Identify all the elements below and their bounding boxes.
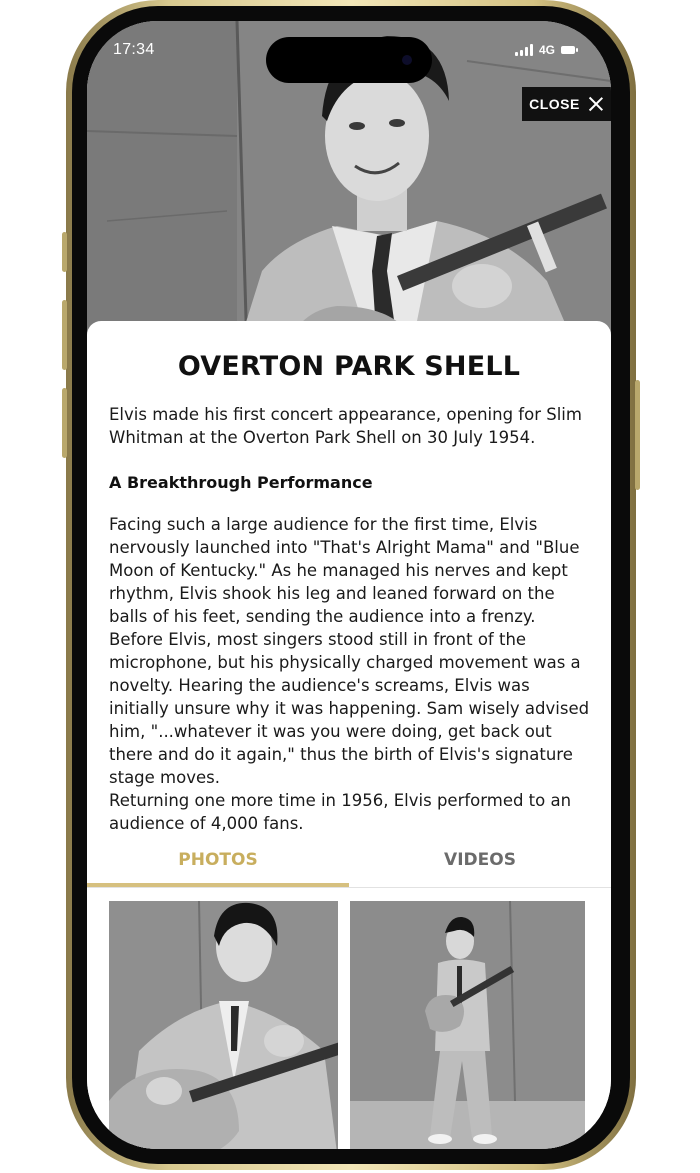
status-indicators	[515, 43, 575, 57]
tab-videos[interactable]: VIDEOS	[444, 850, 516, 870]
body-paragraph: Facing such a large audience for the first time, Elvis nervously launched into "That's Alright Mama" and "Blue Moon of Kentucky." As he managed his nerves and kept rhythm, Elvis shook his leg and leaned forward on the balls of his feet, sending the audience into a frenzy. Before Elvis, most singers stood still in front of the microphone, but his physically charged movement was a novelty. Hearing the audience's screams, Elvis was initially unsure why it was happening. Sam wisely advised him, "...whatever it was you were doing, get back out there and do it again," thus the birth of Elvis's signature stage moves.	[109, 515, 590, 787]
closing-paragraph: Returning one more time in 1956, Elvis performed to an audience of 4,000 fans.	[109, 791, 572, 833]
close-icon	[588, 96, 604, 112]
detail-card	[87, 321, 611, 1149]
screen	[87, 21, 611, 1149]
status-time: 17:34	[113, 41, 155, 58]
photo-thumbnail-image	[350, 901, 585, 1149]
photo-thumbnail[interactable]	[350, 901, 585, 1149]
page-title: OVERTON PARK SHELL	[177, 351, 521, 382]
photo-thumbnail-image	[109, 901, 338, 1149]
section-heading: A Breakthrough Performance	[109, 473, 373, 492]
close-button[interactable]	[522, 87, 611, 121]
volume-down-button	[62, 388, 67, 458]
intro-paragraph: Elvis made his first concert appearance, opening for Slim Whitman at the Overton Park Shell on 30 July 1954.	[109, 405, 582, 447]
volume-up-button	[62, 300, 67, 370]
power-button	[635, 380, 640, 490]
battery-icon	[561, 46, 575, 54]
tab-photos[interactable]: PHOTOS	[178, 850, 258, 870]
photo-thumbnail[interactable]	[109, 901, 338, 1149]
action-button	[62, 232, 67, 272]
hero-photo	[87, 21, 611, 351]
signal-icon	[515, 44, 533, 56]
network-label: 4G	[538, 43, 555, 57]
media-tabs	[87, 845, 611, 888]
close-button-label: CLOSE	[529, 96, 580, 112]
front-camera	[402, 55, 412, 65]
active-tab-indicator	[87, 883, 349, 887]
